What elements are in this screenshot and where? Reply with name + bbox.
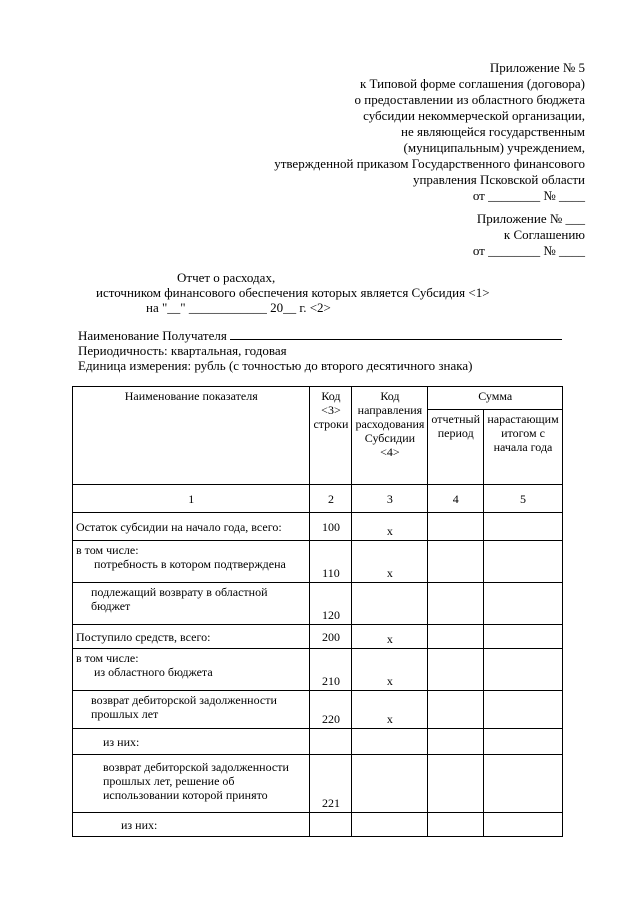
appendix-date-number: от ________ № ____: [472, 243, 585, 258]
row-label: потребность в котором подтверждена: [94, 557, 286, 571]
row-label: подлежащий возврату в областной бюджет: [73, 583, 310, 625]
row-reporting-value: [428, 649, 484, 691]
row-label-cell: [73, 541, 310, 583]
row-cumulative-value: [484, 625, 563, 649]
row-label-cell: [73, 649, 310, 691]
header-row-code: Код <3> строки: [310, 387, 352, 485]
row-reporting-value: [428, 625, 484, 649]
agreement-appendix-header: [473, 211, 585, 259]
unit-line: Единица измерения: рубль (с точностью до второго десятичного знака): [78, 358, 473, 373]
col-number: 1: [73, 485, 310, 513]
row-reporting-value: [428, 513, 484, 541]
header-line: субсидии некоммерческой организации,: [363, 108, 585, 123]
header-date-number: от ________ № ____: [472, 188, 585, 203]
col-number: 2: [310, 485, 352, 513]
table-row: [73, 583, 563, 625]
table-row: [73, 691, 563, 729]
row-cumulative-value: [484, 755, 563, 813]
header-indicator-name: Наименование показателя: [73, 387, 310, 485]
row-label: из них:: [73, 729, 310, 755]
header-line: утвержденной приказом Государственного финансового: [274, 156, 585, 171]
row-code: 100: [310, 513, 352, 541]
row-label-prefix: в том числе:: [76, 543, 139, 557]
row-reporting-value: [428, 729, 484, 755]
row-code: 200: [310, 625, 352, 649]
row-reporting-value: [428, 813, 484, 837]
header-line: управления Псковской области: [412, 172, 585, 187]
col-number: 5: [484, 485, 563, 513]
header-sum: Сумма: [428, 387, 563, 410]
row-direction: [352, 583, 428, 625]
row-direction: x: [352, 649, 428, 691]
title-line-2: источником финансового обеспечения которых является Субсидия <1>: [96, 285, 490, 300]
title-date-line: на "__" ____________ 20__ г. <2>: [146, 300, 331, 315]
row-cumulative-value: [484, 649, 563, 691]
table-row: [73, 755, 563, 813]
title-line-1: Отчет о расходах,: [177, 270, 276, 285]
appendix-line: Приложение № ___: [476, 211, 585, 226]
appendix-line: к Соглашению: [503, 227, 585, 242]
header-line: Приложение № 5: [489, 60, 585, 75]
row-direction: x: [352, 625, 428, 649]
row-label: Остаток субсидии на начало года, всего:: [73, 513, 310, 541]
row-code: 221: [310, 755, 352, 813]
row-reporting-value: [428, 541, 484, 583]
row-label-prefix: в том числе:: [76, 651, 139, 665]
col-number: 3: [352, 485, 428, 513]
row-reporting-value: [428, 755, 484, 813]
row-direction: [352, 755, 428, 813]
appendix-5-header: [274, 60, 585, 204]
header-cumulative: нарастающим итогом с начала года: [484, 410, 563, 485]
recipient-label: Наименование Получателя: [78, 328, 227, 343]
header-line: к Типовой форме соглашения (договора): [359, 76, 585, 91]
expense-report-table: [72, 386, 563, 837]
row-cumulative-value: [484, 729, 563, 755]
row-label: Поступило средств, всего:: [73, 625, 310, 649]
row-cumulative-value: [484, 691, 563, 729]
row-direction: [352, 813, 428, 837]
row-code: 210: [310, 649, 352, 691]
row-code: [310, 729, 352, 755]
row-cumulative-value: [484, 583, 563, 625]
recipient-blank-line: [230, 328, 562, 340]
table-header-row: [73, 387, 563, 410]
row-code: [310, 813, 352, 837]
row-label: возврат дебиторской задолженности прошлых лет, решение об использовании которой принято: [73, 755, 310, 813]
row-cumulative-value: [484, 813, 563, 837]
row-reporting-value: [428, 691, 484, 729]
row-cumulative-value: [484, 541, 563, 583]
row-code: 120: [310, 583, 352, 625]
header-line: не являющейся государственным: [401, 124, 585, 139]
periodicity-line: Периодичность: квартальная, годовая: [78, 343, 287, 358]
table-row: [73, 513, 563, 541]
table-row: [73, 625, 563, 649]
row-direction: [352, 729, 428, 755]
header-direction-code: Код направления расходования Субсидии <4>: [352, 387, 428, 485]
row-code: 110: [310, 541, 352, 583]
row-code: 220: [310, 691, 352, 729]
row-cumulative-value: [484, 513, 563, 541]
row-reporting-value: [428, 583, 484, 625]
report-title: [0, 270, 560, 315]
table-row: [73, 541, 563, 583]
row-label: возврат дебиторской задолженности прошлых лет: [73, 691, 310, 729]
recipient-line: [78, 328, 562, 343]
row-direction: x: [352, 541, 428, 583]
col-number: 4: [428, 485, 484, 513]
row-label: из них:: [73, 813, 310, 837]
table-row: [73, 729, 563, 755]
table-row: [73, 813, 563, 837]
row-direction: x: [352, 513, 428, 541]
table-row: [73, 649, 563, 691]
header-reporting-period: отчетный период: [428, 410, 484, 485]
row-label: из областного бюджета: [94, 665, 213, 679]
report-meta: [78, 328, 562, 373]
row-direction: x: [352, 691, 428, 729]
header-line: о предоставлении из областного бюджета: [354, 92, 585, 107]
table-numbering-row: [73, 485, 563, 513]
header-line: (муниципальным) учреждением,: [403, 140, 585, 155]
